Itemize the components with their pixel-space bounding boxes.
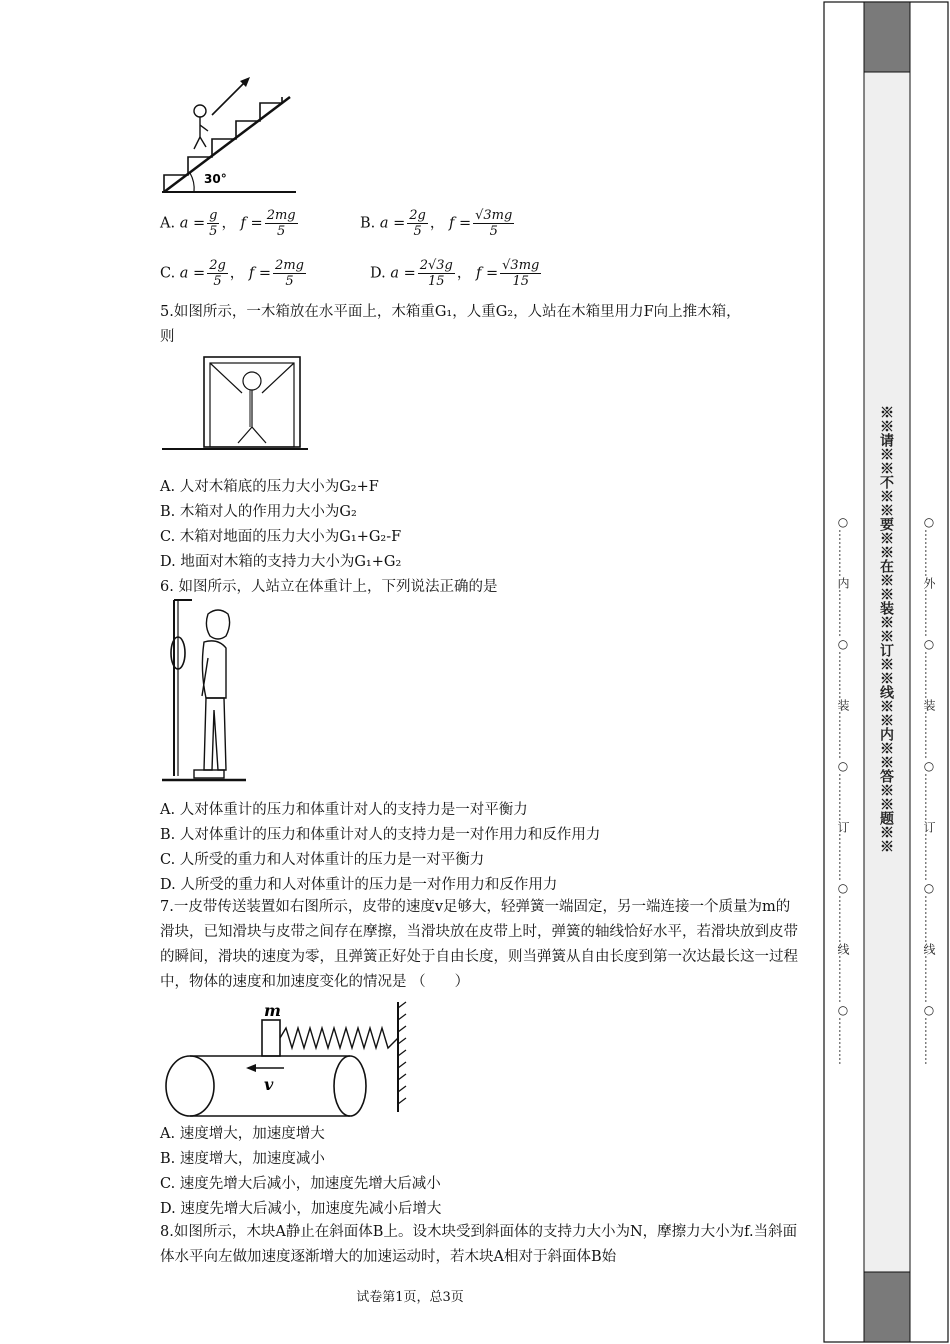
q6-option-a: A. 人对体重计的压力和体重计对人的支持力是一对平衡力 xyxy=(160,802,528,818)
margin-inner-line: ○…………内…………○…………装…………○…………订…………○…………线…………○………… xyxy=(836,515,850,1065)
velocity-label: v xyxy=(264,1075,274,1094)
q8-stem: 8.如图所示，木块A静止在斜面体B上。设木块受到斜面体的支持力大小为N，摩擦力大小为f.当斜面体水平向左做加速度逐渐增大的加速运动时，若木块A相对于斜面体B始 xyxy=(160,1224,798,1265)
scale-person-figure xyxy=(160,598,250,788)
q5-option-c: C. 木箱对地面的压力大小为G₁+G₂-F xyxy=(160,529,402,545)
q4-option-a: A. a = $\frac{g}{5}$ ， f = $\frac{2mg}{5}$ xyxy=(160,208,296,239)
q6-option-d: D. 人所受的重力和人对体重计的压力是一对作用力和反作用力 xyxy=(160,877,558,893)
page-footer: 试卷第1页，总3页 xyxy=(356,1290,464,1305)
margin-warning: ※※请※※不※※要※※在※※装※※订※※线※※内※※答※※题※※ xyxy=(878,405,894,853)
q6-option-c: C. 人所受的重力和人对体重计的压力是一对平衡力 xyxy=(160,852,485,868)
q5-option-b: B. 木箱对人的作用力大小为G₂ xyxy=(160,504,357,520)
box-person-figure xyxy=(162,355,312,455)
q5-stem-line2: 则 xyxy=(160,329,175,345)
q6-option-b: B. 人对体重计的压力和体重计对人的支持力是一对作用力和反作用力 xyxy=(160,827,601,843)
q7-option-b: B. 速度增大，加速度减小 xyxy=(160,1151,325,1167)
q7-option-c: C. 速度先增大后减小，加速度先增大后减小 xyxy=(160,1176,441,1192)
q4-option-b: B. a = $\frac{2g}{5}$ ， f = $\frac{√3mg}{5}$ xyxy=(360,208,513,239)
q5-option-a: A. 人对木箱底的压力大小为G₂+F xyxy=(160,479,379,495)
mass-label: m xyxy=(264,1001,281,1020)
binding-margin xyxy=(822,0,950,1344)
conveyor-spring-figure xyxy=(160,1000,410,1120)
q6-stem: 6. 如图所示，人站立在体重计上，下列说法正确的是 xyxy=(160,579,498,595)
q5-stem-line1: 5.如图所示，一木箱放在水平面上，木箱重G₁，人重G₂，人站在木箱里用力F向上推木箱， xyxy=(160,304,741,320)
q7-stem: 7.一皮带传送装置如右图所示，皮带的速度v足够大，轻弹簧一端固定，另一端连接一个质量为m的滑块，已知滑块与皮带之间存在摩擦，当滑块放在皮带上时，弹簧的轴线恰好水平，若滑块放到皮带的瞬间，滑块的速度为零，且弹簧正好处于自由长度，则当弹簧从自由长度到第一次达最长这一过程中，物体的速度和加速度变化的情况是 （ ） xyxy=(160,899,798,990)
q7-option-d: D. 速度先增大后减小，加速度先减小后增大 xyxy=(160,1201,442,1217)
angle-label: 30° xyxy=(204,172,227,186)
q7-option-a: A. 速度增大，加速度增大 xyxy=(160,1126,325,1142)
q5-option-d: D. 地面对木箱的支持力大小为G₁+G₂ xyxy=(160,554,402,570)
margin-outer-line: ○…………外…………○…………装…………○…………订…………○…………线…………○………… xyxy=(922,515,936,1065)
stairs-incline-figure xyxy=(160,75,300,195)
q4-option-c: C. a = $\frac{2g}{5}$ ， f = $\frac{2mg}{5}$ xyxy=(160,258,304,289)
q4-option-d: D. a = $\frac{2√3g}{15}$ ， f = $\frac{√3mg}{15}$ xyxy=(370,258,540,289)
